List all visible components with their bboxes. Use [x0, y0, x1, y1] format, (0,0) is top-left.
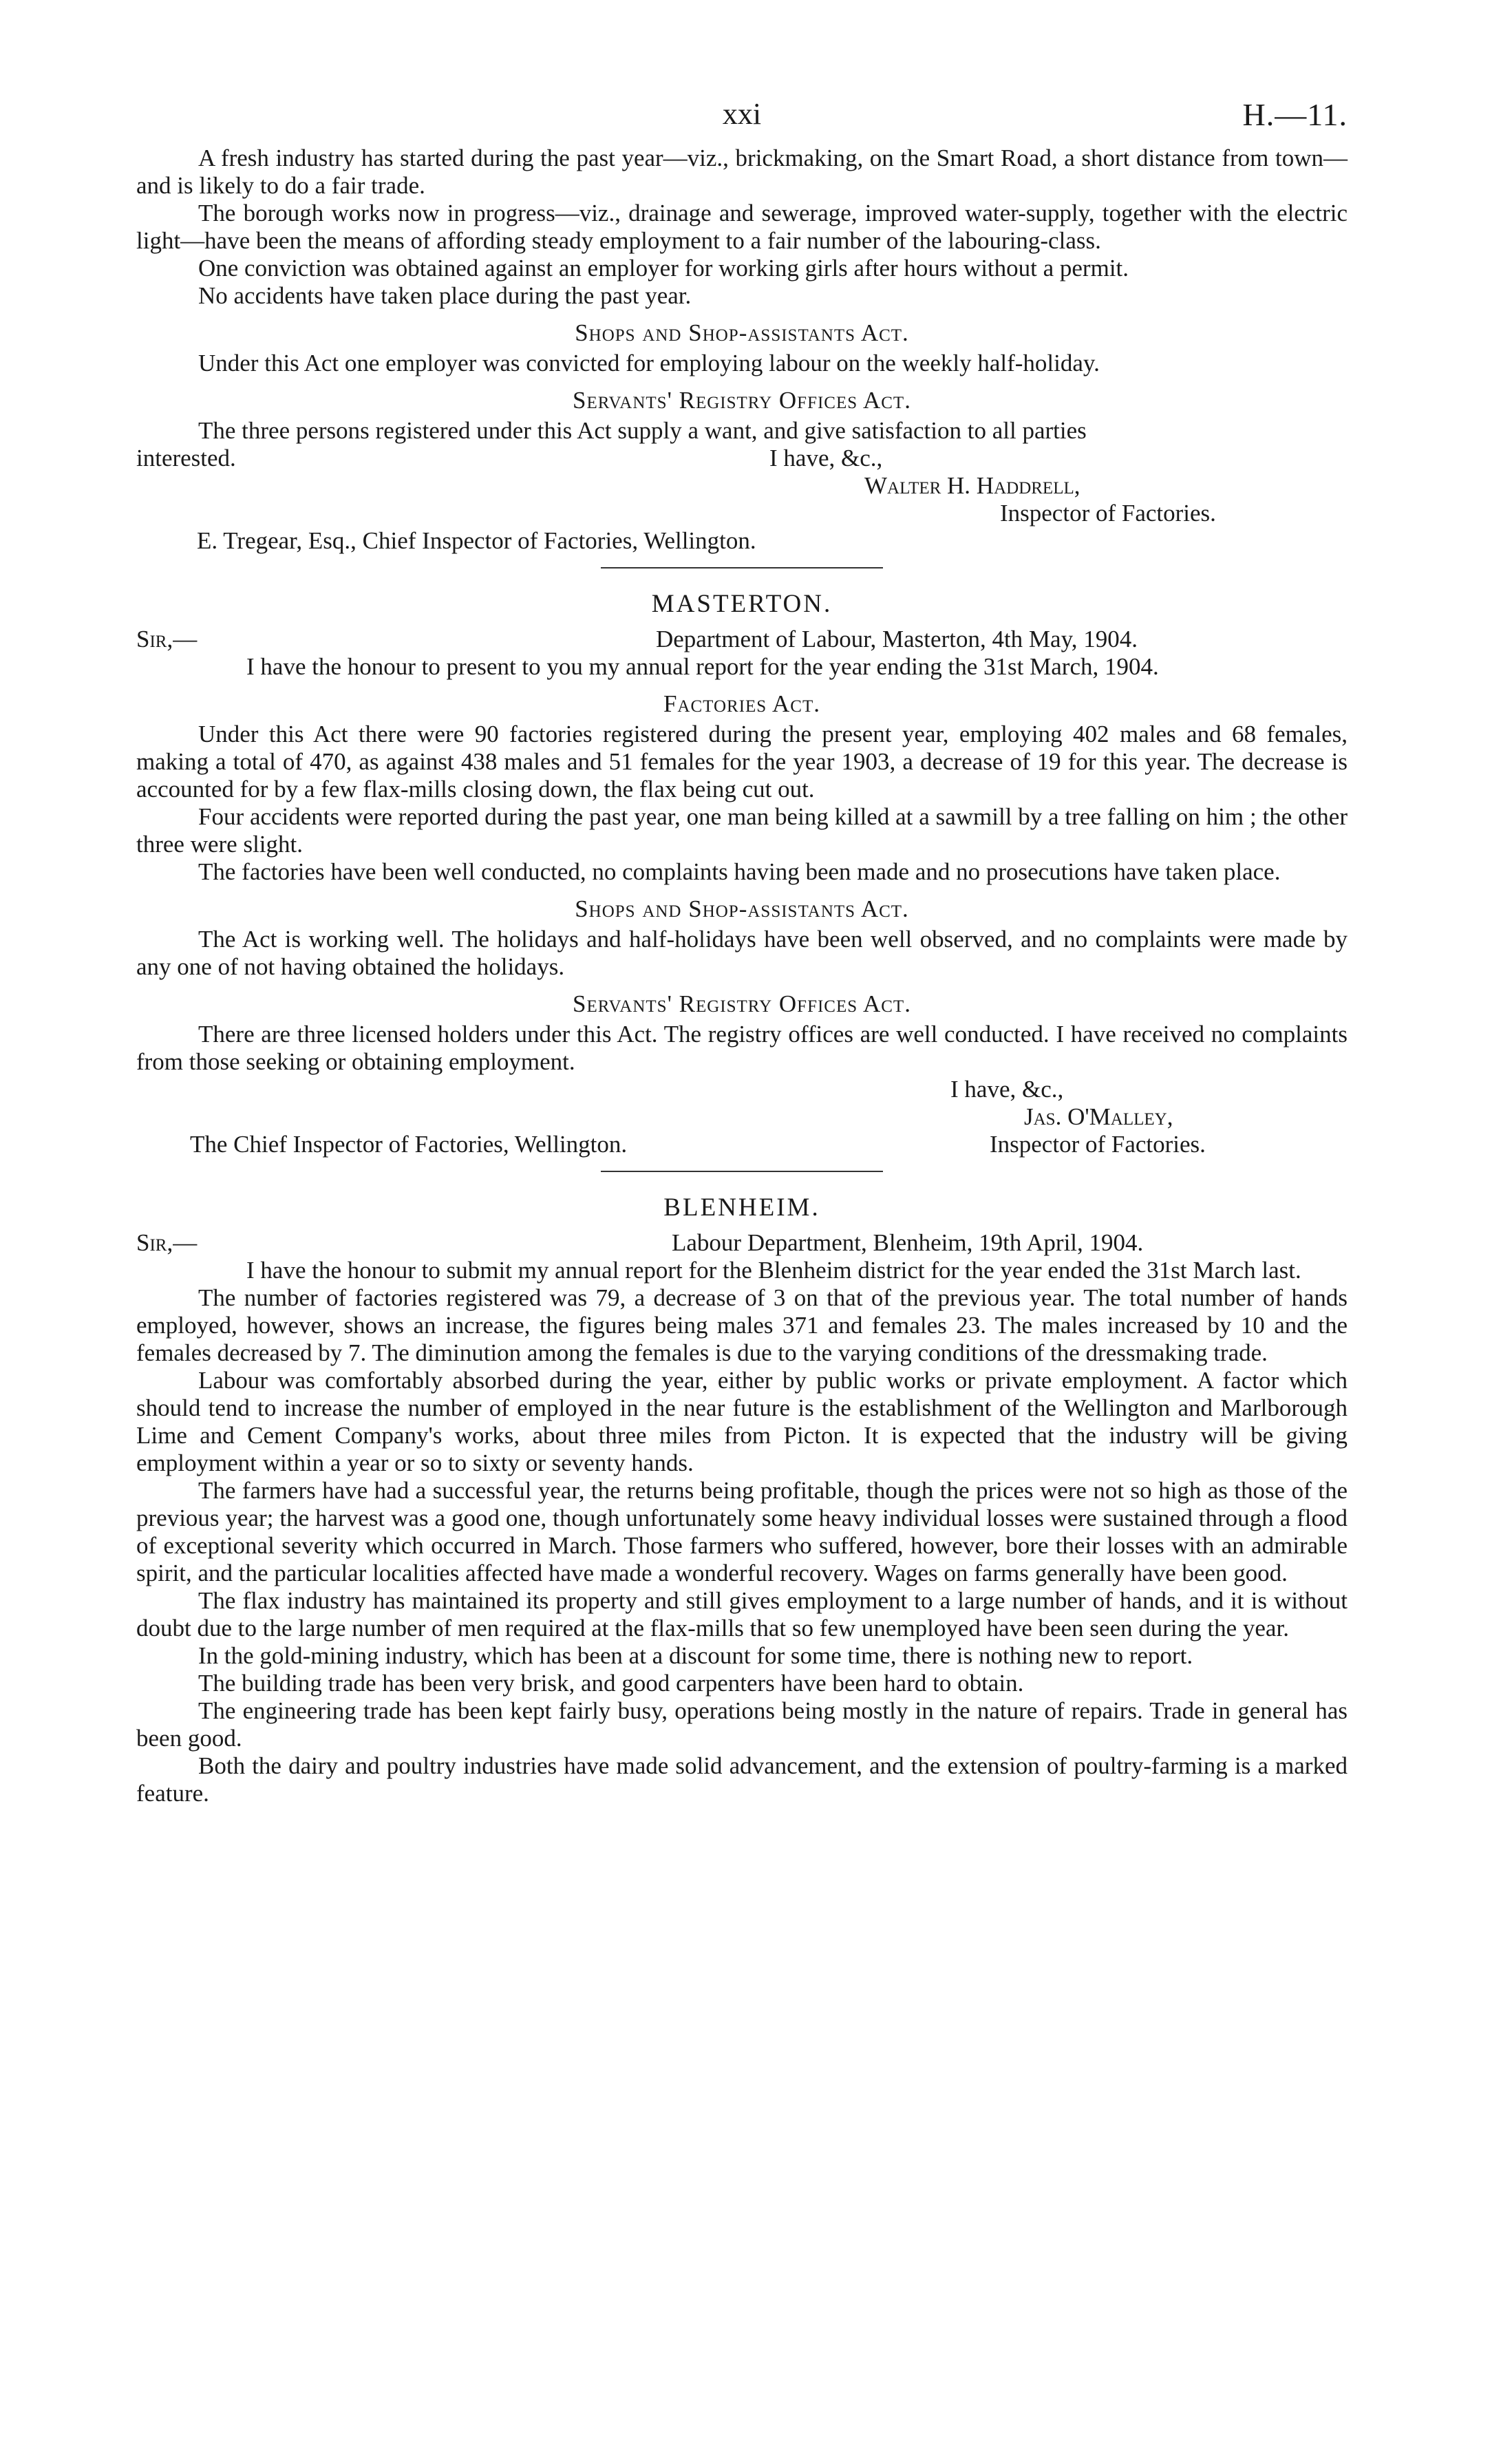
paragraph: I have the honour to present to you my annual report for the year ending the 31st March, 1904.	[246, 653, 1159, 680]
paragraph: The borough works now in progress—viz., drainage and sewerage, improved water-supply, together with the electric light—have been the means of affording steady employment to a fair number of the labouring-class.	[136, 200, 1348, 254]
section-divider	[601, 1171, 883, 1172]
sign-off: I have, &c.,	[769, 445, 883, 471]
paragraph: A fresh industry has started during the past year—viz., brickmaking, on the Smart Road, a short distance from town—and is likely to do a fair trade.	[136, 145, 1348, 199]
page-header	[136, 96, 1348, 145]
signoff-row	[136, 1076, 1348, 1103]
intro-section	[136, 145, 1348, 555]
salutation: Sir,—	[136, 1229, 198, 1256]
addressee: E. Tregear, Esq., Chief Inspector of Factories, Wellington.	[197, 527, 756, 554]
paragraph: The three persons registered under this Act supply a want, and give satisfaction to all parties	[198, 417, 1087, 444]
paragraph: In the gold-mining industry, which has been at a discount for some time, there is nothing new to report.	[198, 1642, 1193, 1669]
signature-row	[136, 472, 1348, 500]
dateline-row	[136, 1229, 1348, 1257]
signature-title: Inspector of Factories.	[990, 1131, 1206, 1158]
section-heading: Servants' Registry Offices Act.	[573, 990, 911, 1017]
salutation: Sir,—	[136, 626, 198, 652]
blenheim-section	[136, 1193, 1348, 1807]
paragraph-end: interested.	[136, 445, 236, 471]
paragraph: There are three licensed holders under this Act. The registry offices are well conducted. I have received no complaints from those seeking or obtaining employment.	[136, 1021, 1348, 1075]
paragraph: The number of factories registered was 79, a decrease of 3 on that of the previous year. The total number of hands employed, however, shows an increase, the figures being males 371 and females 23. The males increased by 10 and the females decreased by 7. The diminution among the females is due to the varying conditions of the dressmaking trade.	[136, 1284, 1348, 1366]
sign-off: I have, &c.,	[950, 1076, 1064, 1103]
addressee: The Chief Inspector of Factories, Wellington.	[190, 1131, 628, 1158]
dateline: Labour Department, Blenheim, 19th April, 1904.	[672, 1229, 1144, 1256]
paragraph: Both the dairy and poultry industries have made solid advancement, and the extension of poultry-farming is a marked feature.	[136, 1752, 1348, 1807]
signature: Jas. O'Malley,	[1024, 1103, 1173, 1130]
masterton-section	[136, 589, 1348, 1158]
dateline-row	[136, 626, 1348, 653]
paragraph: The farmers have had a successful year, the returns being profitable, though the prices were not so high as those of the previous year; the harvest was a good one, though unfortunately some heavy individual losses were sustained through a flood of exceptional severity which occurred in March. Those farmers who suffered, however, bore their losses with an admirable spirit, and the particular localities affected have made a wonderful recovery. Wages on farms generally have been good.	[136, 1477, 1348, 1586]
paragraph: Under this Act one employer was convicted for employing labour on the weekly half-holiday.	[198, 350, 1100, 376]
document-reference: H.—11.	[1242, 97, 1348, 132]
signature-title: Inspector of Factories.	[1000, 500, 1216, 527]
addressee-row	[136, 1131, 1348, 1158]
paragraph: One conviction was obtained against an employer for working girls after hours without a permit.	[198, 255, 1129, 281]
section-heading: Servants' Registry Offices Act.	[573, 387, 911, 414]
paragraph: Four accidents were reported during the past year, one man being killed at a sawmill by a tree falling on him ; the other three were slight.	[136, 803, 1348, 858]
report-title: MASTERTON.	[651, 590, 833, 618]
signoff-row	[136, 445, 1348, 472]
section-heading: Shops and Shop-assistants Act.	[575, 319, 909, 346]
paragraph: The factories have been well conducted, no complaints having been made and no prosecutions have taken place.	[198, 858, 1281, 885]
paragraph: I have the honour to submit my annual report for the Blenheim district for the year ended the 31st March last.	[246, 1257, 1301, 1284]
addressee-row	[136, 527, 1348, 555]
paragraph: Labour was comfortably absorbed during the year, either by public works or private employment. A factor which should tend to increase the number of employed in the near future is the establishment of the Wellington and Marlborough Lime and Cement Company's works, about three miles from Picton. It is expected that the industry will be giving employment within a year or so to sixty or seventy hands.	[136, 1367, 1348, 1476]
report-title: BLENHEIM.	[663, 1193, 820, 1222]
paragraph: The engineering trade has been kept fairly busy, operations being mostly in the nature of repairs. Trade in general has been good.	[136, 1697, 1348, 1752]
section-heading: Shops and Shop-assistants Act.	[575, 895, 909, 922]
paragraph: No accidents have taken place during the past year.	[198, 282, 692, 309]
dateline: Department of Labour, Masterton, 4th May, 1904.	[656, 626, 1138, 652]
document-page	[136, 96, 1348, 1807]
section-divider	[601, 567, 883, 568]
signature: Walter H. Haddrell,	[864, 472, 1080, 499]
paragraph: The building trade has been very brisk, and good carpenters have been hard to obtain.	[198, 1670, 1024, 1697]
paragraph: The Act is working well. The holidays and half-holidays have been well observed, and no complaints were made by any one of not having obtained the holidays.	[136, 926, 1348, 980]
signature-title-row	[136, 500, 1348, 527]
page-number: xxi	[722, 97, 762, 131]
paragraph: The flax industry has maintained its property and still gives employment to a large number of hands, and it is without doubt due to the large number of men required at the flax-mills that so few unemployed have been seen during the year.	[136, 1587, 1348, 1641]
signature-row	[136, 1103, 1348, 1131]
paragraph: Under this Act there were 90 factories registered during the present year, employing 402 males and 68 females, making a total of 470, as against 438 males and 51 females for the year 1903, a decrease of 19 for this year. The decrease is accounted for by a few flax-mills closing down, the flax being cut out.	[136, 721, 1348, 803]
section-heading: Factories Act.	[663, 690, 821, 717]
